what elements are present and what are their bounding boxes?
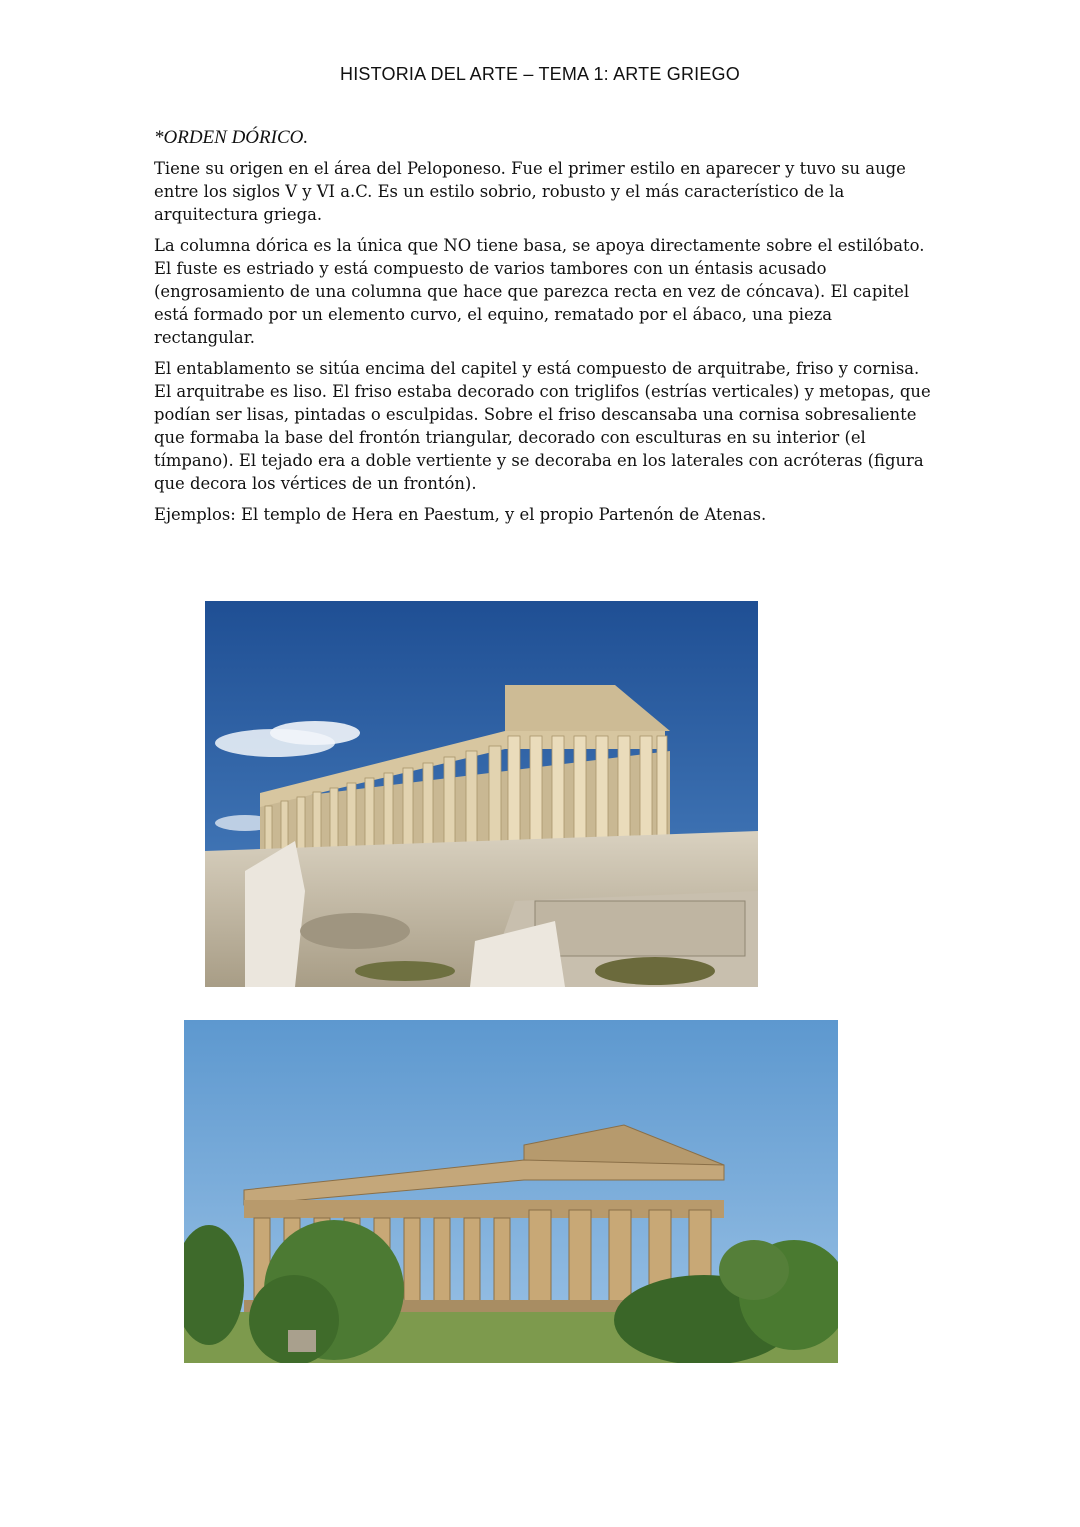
paestum-illustration	[184, 1020, 838, 1363]
parthenon-photo	[205, 601, 758, 987]
paragraph-origin: Tiene su origen en el área del Peloponeso. Fue el primer estilo en aparecer y tuvo su auge entre los siglos V y VI a.C. Es un estilo sobrio, robusto y el más característico de la arquitectura griega.	[154, 159, 906, 224]
page-header: HISTORIA DEL ARTE – TEMA 1: ARTE GRIEGO	[340, 64, 740, 84]
paragraph-column: La columna dórica es la única que NO tiene basa, se apoya directamente sobre el estilóbato. El fuste es estriado y está compuesto de varios tambores con un éntasis acusado (engrosamiento de una columna que hace que parezca recta en vez de cóncava). El capitel está formado por un elemento curvo, el equino, rematado por el ábaco, una pieza rectangular.	[154, 236, 925, 347]
paestum-temple-photo	[184, 1020, 838, 1363]
paragraph-entablature: El entablamento se sitúa encima del capitel y está compuesto de arquitrabe, friso y cornisa. El arquitrabe es liso. El friso estaba decorado con triglifos (estrías verticales) y metopas, que podían ser lisas, pintadas o esculpidas. Sobre el friso descansaba una cornisa sobresaliente que formaba la base del frontón triangular, decorado con esculturas en su interior (el tímpano). El tejado era a doble vertiente y se decoraba en los laterales con acróteras (figura que decora los vértices de un frontón).	[154, 359, 931, 493]
parthenon-illustration	[205, 601, 758, 987]
section-content	[154, 126, 934, 534]
paragraph-examples: Ejemplos: El templo de Hera en Paestum, y el propio Partenón de Atenas.	[154, 505, 767, 524]
section-title: *ORDEN DÓRICO.	[154, 127, 309, 148]
